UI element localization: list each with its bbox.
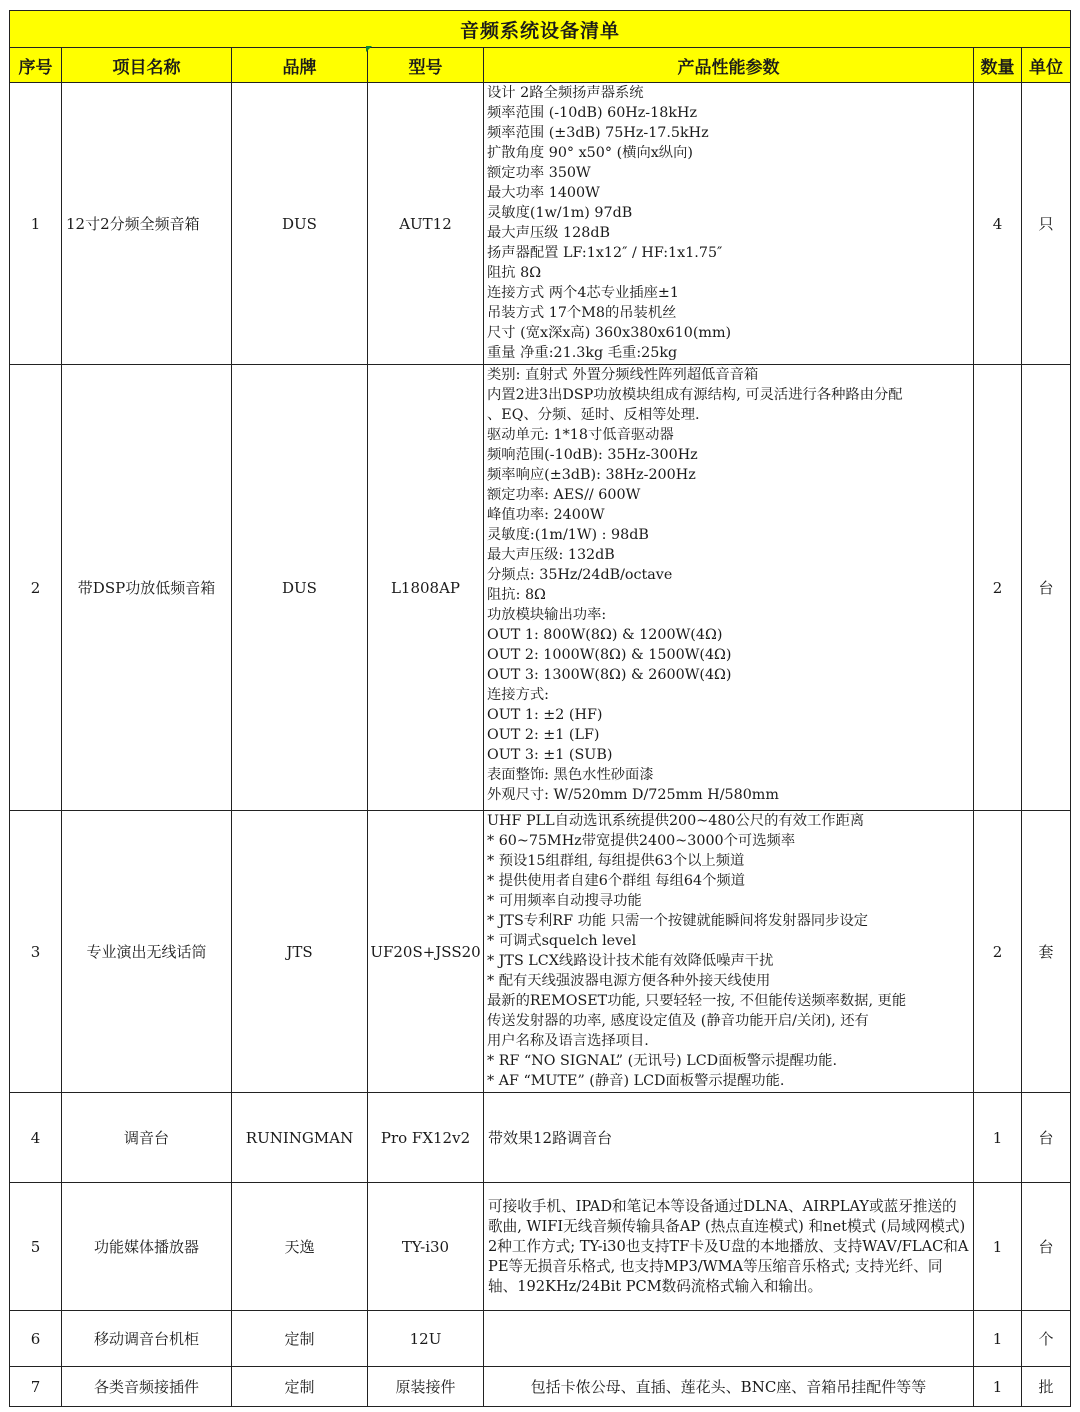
row-model: AUT12 [368,83,484,365]
row-model: 12U [368,1311,484,1367]
spec-line: 最大声压级 128dB [487,225,610,241]
row-name: 12寸2分频全频音箱 [62,83,232,365]
spec-line: 外观尺寸: W/520mm D/725mm H/580mm [487,787,779,803]
row-qty: 1 [974,1183,1022,1311]
row-specs: 包括卡侬公母、直插、莲花头、BNC座、音箱吊挂配件等等 [484,1367,974,1407]
row-seq: 5 [10,1183,62,1311]
spec-line: 最大声压级: 132dB [487,547,615,563]
spec-line: 驱动单元: 1*18寸低音驱动器 [487,427,674,443]
row-name: 功能媒体播放器 [62,1183,232,1311]
row-qty: 2 [974,365,1022,811]
header-unit: 单位 [1022,48,1071,83]
spec-line: 内置2进3出DSP功放模块组成有源结构, 可灵活进行各种路由分配 [487,387,903,403]
spec-line: OUT 3: ±1 (SUB) [487,747,613,763]
header-row [10,48,1071,83]
table-title: 音频系统设备清单 [10,11,1071,48]
table-row [10,1183,1071,1311]
row-brand: DUS [232,83,368,365]
spec-line: 表面整饰: 黑色水性砂面漆 [487,767,654,783]
spec-line: 频率范围 (-10dB) 60Hz-18kHz [487,105,697,121]
row-brand: JTS [232,811,368,1093]
cell-comment-marker [366,46,372,52]
row-qty: 1 [974,1367,1022,1407]
row-unit: 台 [1022,1183,1071,1311]
spec-line: 峰值功率: 2400W [487,507,605,523]
spec-line: 最大功率 1400W [487,185,600,201]
header-brand: 品牌 [232,48,368,83]
row-qty: 2 [974,811,1022,1093]
spec-line: 连接方式: [487,687,550,703]
row-model: UF20S+JSS20 [368,811,484,1093]
spec-line: 分频点: 35Hz/24dB/octave [487,567,673,583]
row-specs [484,811,974,1093]
row-name: 调音台 [62,1093,232,1183]
row-specs [484,365,974,811]
row-seq: 6 [10,1311,62,1367]
spec-line: 用户名称及语言选择项目. [487,1033,649,1049]
row-name: 各类音频接插件 [62,1367,232,1407]
spec-line: 灵敏度(1w/1m) 97dB [487,205,633,221]
row-seq: 2 [10,365,62,811]
spec-line: 扬声器配置 LF:1x12″ / HF:1x1.75″ [487,245,723,261]
spec-line: 灵敏度:(1m/1W) : 98dB [487,527,649,543]
header-specs: 产品性能参数 [484,48,974,83]
spec-line: 类别: 直射式 外置分频线性阵列超低音音箱 [487,367,759,383]
spec-line: 功放模块输出功率: [487,607,607,623]
row-unit: 批 [1022,1367,1071,1407]
row-name: 带DSP功放低频音箱 [62,365,232,811]
row-model: Pro FX12v2 [368,1093,484,1183]
row-unit: 台 [1022,1093,1071,1183]
spec-line: 频率范围 (±3dB) 75Hz-17.5kHz [487,125,709,141]
row-model: L1808AP [368,365,484,811]
spec-line: * RF “NO SIGNAL” (无讯号) LCD面板警示提醒功能. [487,1053,838,1069]
spec-line: 最新的REMOSET功能, 只要轻轻一按, 不但能传送频率数据, 更能 [487,993,907,1009]
row-brand: 定制 [232,1311,368,1367]
row-qty: 1 [974,1311,1022,1367]
row-brand: RUNINGMAN [232,1093,368,1183]
spec-line: OUT 2: ±1 (LF) [487,727,600,743]
spec-line: * 可用频率自动搜寻功能 [487,893,642,909]
table-row [10,1093,1071,1183]
spec-line: 阻抗: 8Ω [487,587,546,603]
row-name: 移动调音台机柜 [62,1311,232,1367]
spec-line: OUT 1: 800W(8Ω) & 1200W(4Ω) [487,627,723,643]
spec-line: 重量 净重:21.3kg 毛重:25kg [487,345,678,361]
header-qty: 数量 [974,48,1022,83]
spec-line: OUT 1: ±2 (HF) [487,707,603,723]
spec-line: * 60~75MHz带宽提供2400~3000个可选频率 [487,833,796,849]
spec-line: 额定功率 350W [487,165,591,181]
spec-line: UHF PLL自动选讯系统提供200~480公尺的有效工作距离 [487,813,865,829]
row-model: TY-i30 [368,1183,484,1311]
spec-line: OUT 2: 1000W(8Ω) & 1500W(4Ω) [487,647,732,663]
table-row [10,811,1071,1093]
row-model: 原装接件 [368,1367,484,1407]
spec-line: * 可调式squelch level [487,933,637,949]
row-seq: 7 [10,1367,62,1407]
row-name: 专业演出无线话筒 [62,811,232,1093]
spec-line: 、EQ、分频、延时、反相等处理. [487,407,700,423]
row-unit: 台 [1022,365,1071,811]
row-unit: 只 [1022,83,1071,365]
row-specs: 可接收手机、IPAD和笔记本等设备通过DLNA、AIRPLAY或蓝牙推送的歌曲, WIFI无线音频传输具备AP (热点直连模式) 和net模式 (局域网模式) 2种工作方式; TY-i30也支持TF卡及U盘的本地播放、支持WAV/FLAC和APE等无损音乐格式, 也支持MP3/WMA等压缩音乐格式; 支持光纤、同轴、192KHz/24Bit PCM数码流格式输入和输出。 [484,1183,974,1311]
row-brand: 定制 [232,1367,368,1407]
row-brand: DUS [232,365,368,811]
header-seq: 序号 [10,48,62,83]
row-seq: 4 [10,1093,62,1183]
row-seq: 3 [10,811,62,1093]
spec-line: * 配有天线强波器电源方便各种外接天线使用 [487,973,771,989]
header-name: 项目名称 [62,48,232,83]
spec-line: OUT 3: 1300W(8Ω) & 2600W(4Ω) [487,667,732,683]
spec-line: 频响范围(-10dB): 35Hz-300Hz [487,447,698,463]
row-brand: 天逸 [232,1183,368,1311]
row-specs [484,83,974,365]
equipment-table [9,10,1071,1407]
row-qty: 4 [974,83,1022,365]
header-model: 型号 [368,48,484,83]
spec-line: * JTS专利RF 功能 只需一个按键就能瞬间将发射器同步设定 [487,913,869,929]
row-specs [484,1311,974,1367]
row-unit: 个 [1022,1311,1071,1367]
spec-line: * 预设15组群组, 每组提供63个以上频道 [487,853,745,869]
spec-line: * JTS LCX线路设计技术能有效降低噪声干扰 [487,953,774,969]
table-row [10,1311,1071,1367]
spec-line: 尺寸 (宽x深x高) 360x380x610(mm) [487,325,732,341]
table-row [10,83,1071,365]
spec-line: 连接方式 两个4芯专业插座±1 [487,285,679,301]
spec-line: 额定功率: AES// 600W [487,487,641,503]
row-seq: 1 [10,83,62,365]
spec-line: 频率响应(±3dB): 38Hz-200Hz [487,467,696,483]
row-specs: 带效果12路调音台 [484,1093,974,1183]
table-row [10,365,1071,811]
row-qty: 1 [974,1093,1022,1183]
spec-line: 阻抗 8Ω [487,265,542,281]
table-row [10,1367,1071,1407]
spec-line: 扩散角度 90° x50° (横向x纵向) [487,145,693,161]
spec-line: 设计 2路全频扬声器系统 [487,85,644,101]
spec-line: 吊装方式 17个M8的吊装机丝 [487,305,677,321]
spec-line: * AF “MUTE” (静音) LCD面板警示提醒功能. [487,1073,785,1089]
spec-line: * 提供使用者自建6个群组 每组64个频道 [487,873,745,889]
row-unit: 套 [1022,811,1071,1093]
spec-line: 传送发射器的功率, 感度设定值及 (静音功能开启/关闭), 还有 [487,1013,869,1029]
